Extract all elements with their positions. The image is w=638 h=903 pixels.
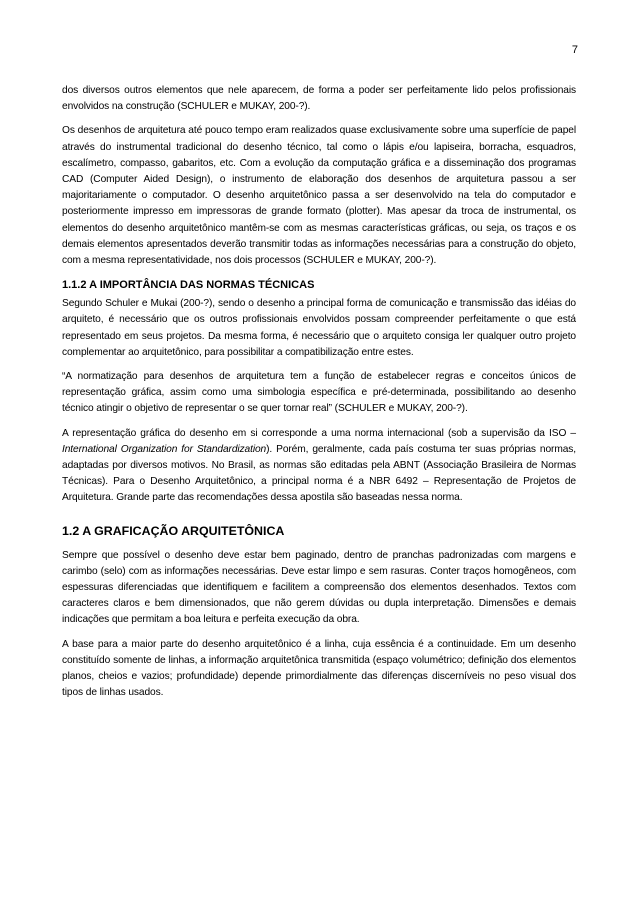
section-1-2-paragraph-2: A base para a maior parte do desenho arquitetônico é a linha, cuja essência é a continuidade. Em um desenho constituído somente de linhas, a informação arquitetônica transmitida (espaço volumétrico; definição dos elementos planos, cheios e vazios; profundidade) depende primordialmente das diferenças discerníveis no peso visual dos tipos de linhas usados. (62, 638, 576, 699)
intro-paragraph-1: dos diversos outros elementos que nele aparecem, de forma a poder ser perfeitamente lido pelos profissionais envolvidos na construção (SCHULER e MUKAY, 200-?). (62, 85, 576, 113)
iso-text-before: A representação gráfica do desenho em si corresponde a uma norma internacional (sob a supervisão da ISO – (62, 427, 576, 439)
iso-full-name: International Organization for Standardization (62, 443, 267, 455)
iso-text-after: ). Porém, geralmente, cada país costuma ter suas próprias normas, adaptadas por diversos motivos. No Brasil, as normas são editadas pela ABNT (Associação Brasileira de Normas Técnicas). Para o Desenho Arquitetônico, a principal norma é a NBR 6492 – Representação de Projetos de Arquitetura. Grande parte das recomendações dessa apostila são baseadas nessa norma. (62, 443, 576, 504)
page-content (62, 83, 576, 710)
section-heading-1-1-2: 1.1.2 A IMPORTÂNCIA DAS NORMAS TÉCNICAS (62, 279, 315, 292)
section-1-1-2-paragraph-3 (62, 426, 576, 507)
page-number: 7 (571, 44, 578, 56)
intro-paragraph-2: Os desenhos de arquitetura até pouco tempo eram realizados quase exclusivamente sobre uma superfície de papel através do instrumental tradicional do desenho técnico, tal como o lápis e/ou lapiseira, borracha, esquadros, escalímetro, compasso, gabaritos, etc. Com a evolução da computação gráfica e a disseminação dos programas CAD (Computer Aided Design), o instrumento de elaboração dos desenhos de arquitetura passou a ser majoritariamente o computador. O desenho arquitetônico passa a ser desenvolvido na tela do computador e posteriormente impresso em impressoras de grande formato (plotter). Mas apesar da troca de instrumental, os elementos do desenho arquitetônico mantêm-se com as mesmas características gráficas, ou seja, os traços e os demais elementos apresentados deverão transmitir todas as informações necessárias para a construção do objeto, com a mesma representatividade, nos dois processos (SCHULER e MUKAY, 200-?). (62, 125, 576, 267)
section-1-1-2-paragraph-1: Segundo Schuler e Mukai (200-?), sendo o desenho a principal forma de comunicação e transmissão das idéias do arquiteto, é necessário que os outros profissionais envolvidos possam compreender perfeitamente o que está representado em seus projetos. Da mesma forma, é necessário que o arquiteto consiga ler qualquer outro projeto complementar ao arquitetônico, para possibilitar a compatibilização entre estes. (62, 298, 576, 358)
section-1-2-paragraph-1: Sempre que possível o desenho deve estar bem paginado, dentro de pranchas padronizadas com margens e carimbo (selo) com as informações necessárias. Deve estar limpo e sem rasuras. Conter traços homogêneos, com espessuras diferenciadas que identifiquem e facilitem a compreensão dos elementos desenhados. Textos com caracteres claros e bem dimensionados, que não gerem dúvidas ou dupla interpretação. Dimensões e demais indicações que permitam a boa leitura e perfeita execução da obra. (62, 549, 576, 626)
section-heading-1-2: 1.2 A GRAFICAÇÃO ARQUITETÔNICA (62, 523, 285, 538)
section-1-1-2-quote-paragraph: “A normatização para desenhos de arquitetura tem a função de estabelecer regras e conceitos únicos de representação gráfica, assim como uma simbologia específica e pré-determinada, possibilitando ao desenho técnico atingir o objetivo de representar o se quer tornar real” (SCHULER e MUKAY, 200-?). (62, 371, 576, 415)
